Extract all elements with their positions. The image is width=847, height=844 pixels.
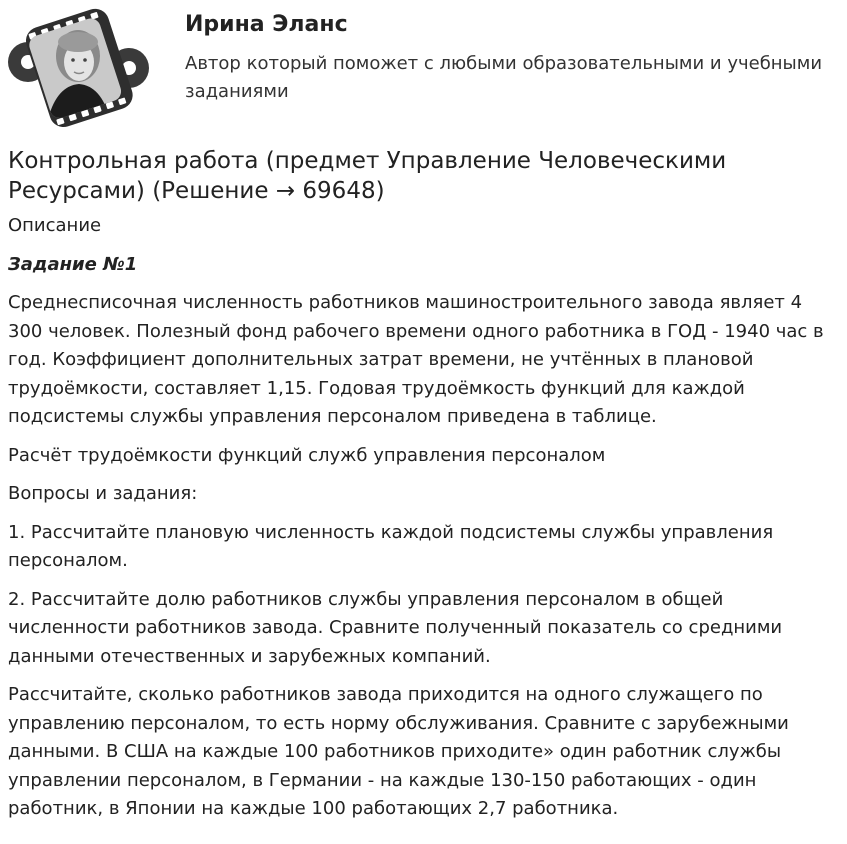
paragraph-task-conditions: Среднесписочная численность работников машиностроительного завода являет 4 300 человек. Полезный фонд рабочего времени одного работника в ГОД - 1940 час в год. Коэффициент дополнительных затрат времени, не учтённых в плановой трудоёмкости, составляет 1,15. Годовая трудоёмкость функций для каждой подсистемы службы управления персоналом приведена в таблице. [8, 292, 824, 427]
paragraph-table-caption: Расчёт трудоёмкости функций служб управления персоналом [8, 444, 606, 466]
paragraph-questions-label: Вопросы и задания: [8, 483, 198, 504]
paragraph-question-1: 1. Рассчитайте плановую численность каждой подсистемы службы управления персоналом. [8, 521, 774, 571]
author-avatar[interactable] [6, 6, 152, 128]
author-description: Автор который поможет с любыми образовательными и учебными заданиями [185, 53, 823, 102]
author-block [0, 0, 847, 140]
document-title: Контрольная работа (предмет Управление Человеческими Ресурсами) (Решение → 69648) [8, 148, 727, 204]
author-name[interactable]: Ирина Эланс [185, 12, 348, 37]
document-content [8, 146, 838, 834]
description-label: Описание [8, 215, 102, 236]
paragraph-question-3: Рассчитайте, сколько работников завода приходится на одного служащего по управлению персоналом, то есть норму обслуживания. Сравните с зарубежными данными. В США на каждые 100 работников приходите» один работник службы управлении персоналом, в Германии - на каждые 130-150 работающих - один работник, в Японии на каждые 100 работающих 2,7 работника. [8, 684, 789, 819]
task-heading: Задание №1 [8, 253, 138, 275]
paragraph-question-2: 2. Рассчитайте долю работников службы управления персоналом в общей численности работников завода. Сравните полученный показатель со средними данными отечественных и зарубежных компаний. [8, 588, 783, 667]
